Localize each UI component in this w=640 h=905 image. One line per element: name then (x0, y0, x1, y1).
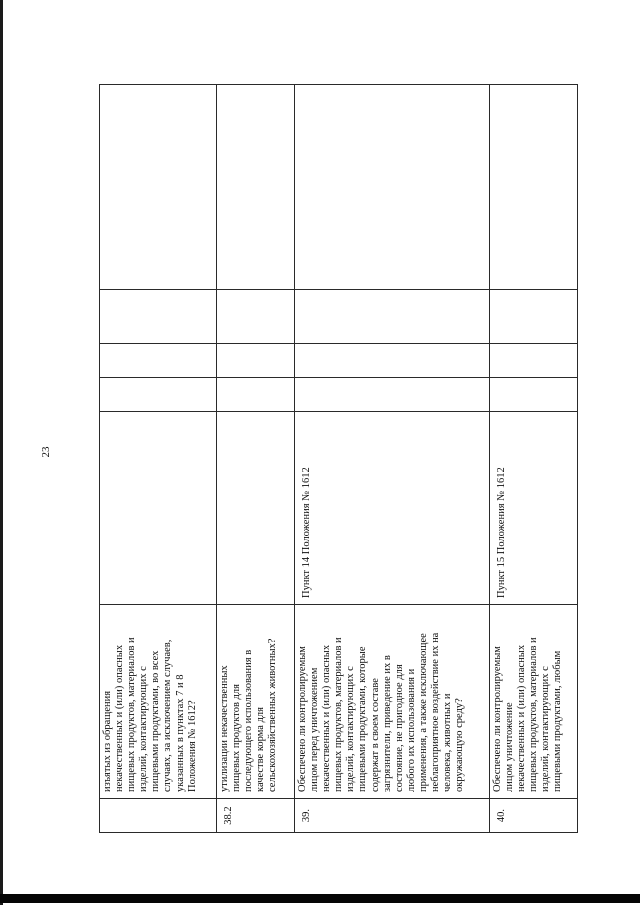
note-cell (295, 85, 490, 290)
answer-cell-yes (100, 378, 217, 412)
question-text: изъятых из обращения некачественных и (или) опасных пищевых продуктов, материалов и изделий, контактирующих с пищевыми продуктами, во всех случаях, за исключением случаев, указанных в пунктах 7 и 8 Положения № 1612? (100, 605, 217, 799)
row-number: 38.2 (217, 799, 295, 833)
table-row (217, 85, 295, 833)
scan-bottom-edge (0, 894, 640, 903)
row-number: 40. (490, 799, 578, 833)
checklist-table (99, 84, 578, 833)
answer-cell-no (490, 344, 578, 378)
answer-cell-no (217, 344, 295, 378)
answer-cell-yes (295, 378, 490, 412)
table-row (490, 85, 578, 833)
answer-cell-na (490, 290, 578, 344)
requisite-text (100, 412, 217, 605)
answer-cell-na (295, 290, 490, 344)
question-text: утилизации некачественных пищевых продуктов для последующего использования в качестве корма для сельскохозяйственных животных? (217, 605, 295, 799)
table-row (295, 85, 490, 833)
note-cell (490, 85, 578, 290)
requisite-text: Пункт 14 Положения № 1612 (295, 412, 490, 605)
row-number: 39. (295, 799, 490, 833)
answer-cell-no (295, 344, 490, 378)
note-cell (217, 85, 295, 290)
question-text: Обеспечено ли контролируемым лицом перед уничтожением некачественных и (или) опасных пищевых продуктов, материалов и изделий, контактирующих с пищевыми продуктами, которые содержат в своем составе загрязнители, приведение их в состояние, не пригодное для любого их использования и применения, а также исключающее неблагоприятное воздействие их на человека, животных и окружающую среду? (295, 605, 490, 799)
table-row (100, 85, 217, 833)
rotated-table-container (99, 85, 577, 833)
note-cell (100, 85, 217, 290)
answer-cell-yes (490, 378, 578, 412)
answer-cell-yes (217, 378, 295, 412)
page-number: 23 (40, 446, 52, 458)
scan-left-edge (0, 0, 3, 905)
row-number (100, 799, 217, 833)
requisite-text: Пункт 15 Положения № 1612 (490, 412, 578, 605)
requisite-text (217, 412, 295, 605)
question-text: Обеспечено ли контролируемым лицом уничтожение некачественных и (или) опасных пищевых продуктов, материалов и изделий, контактирующих с пищевыми продуктами, любым (490, 605, 578, 799)
answer-cell-na (217, 290, 295, 344)
answer-cell-na (100, 290, 217, 344)
answer-cell-no (100, 344, 217, 378)
